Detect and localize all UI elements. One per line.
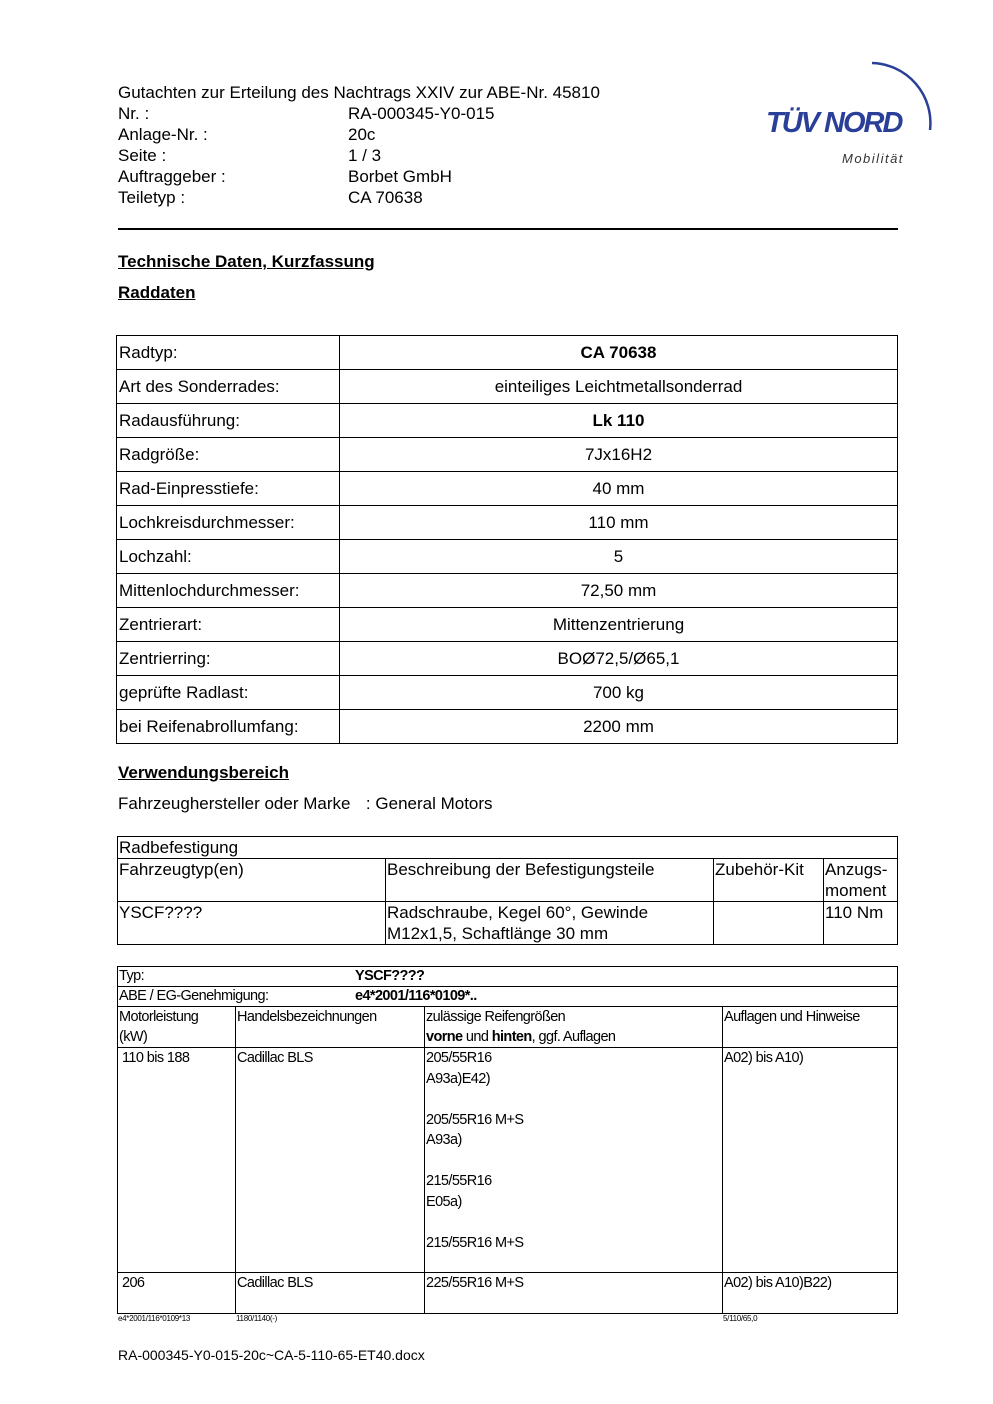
table-row	[118, 902, 898, 945]
abe-value: e4*2001/116*0109*..	[355, 988, 477, 1004]
table-row	[117, 608, 898, 642]
anzugsmoment-cell: 110 Nm	[824, 902, 898, 945]
fahrzeug-table	[117, 966, 898, 1314]
table-row	[118, 837, 898, 859]
header-row	[118, 187, 678, 208]
raddaten-label: Mittenlochdurchmesser:	[117, 574, 340, 608]
footnote-approval: e4*2001/116*0109*13	[118, 1314, 191, 1323]
raddaten-value: 40 mm	[340, 472, 898, 506]
reifen-header-und: und	[462, 1029, 492, 1045]
hersteller-value: General Motors	[375, 794, 493, 813]
header-label: Anlage-Nr. :	[118, 125, 208, 144]
beschreibung-line-2: M12x1,5, Schaftlänge 30 mm	[387, 924, 609, 943]
reifen-line: 205/55R16 M+S	[426, 1111, 524, 1128]
table-row	[117, 710, 898, 744]
raddaten-value: BOØ72,5/Ø65,1	[340, 642, 898, 676]
table-row	[117, 574, 898, 608]
section-technische-daten: Technische Daten, Kurzfassung	[118, 252, 375, 271]
logo-subtitle: Mobilität	[842, 151, 904, 166]
col-motor-header	[118, 1007, 236, 1048]
handel-cell: Cadillac BLS	[236, 1273, 425, 1314]
raddaten-value: einteiliges Leichtmetallsonderrad	[340, 370, 898, 404]
header-label: Auftraggeber :	[118, 167, 226, 186]
auflagen-cell: A02) bis A10)	[723, 1048, 898, 1273]
header-label: Seite :	[118, 146, 167, 165]
table-row	[117, 540, 898, 574]
motor-header-line-1: Motorleistung	[119, 1009, 199, 1025]
header-label: Teiletyp :	[118, 188, 186, 207]
anzugs-line-2: moment	[825, 881, 887, 900]
table-row	[117, 676, 898, 710]
table-row	[118, 859, 898, 902]
raddaten-value: 110 mm	[340, 506, 898, 540]
raddaten-label: Radgröße:	[117, 438, 340, 472]
raddaten-label: Lochzahl:	[117, 540, 340, 574]
raddaten-label: bei Reifenabrollumfang:	[117, 710, 340, 744]
raddaten-label: Zentrierring:	[117, 642, 340, 676]
radbefestigung-title: Radbefestigung	[118, 837, 898, 859]
col-beschreibung-header: Beschreibung der Befestigungsteile	[386, 859, 714, 902]
raddaten-value: Lk 110	[340, 404, 898, 438]
motor-header-line-2: (kW)	[119, 1029, 148, 1045]
table-row	[117, 370, 898, 404]
motor-cell: 110 bis 188	[118, 1048, 236, 1273]
header-value: 1 / 3	[348, 146, 382, 165]
reifen-line: 225/55R16 M+S	[426, 1275, 524, 1291]
col-fahrzeugtyp-header: Fahrzeugtyp(en)	[118, 859, 386, 902]
footnote-mass: 1180/1140(-)	[236, 1314, 278, 1323]
raddaten-label: Rad-Einpresstiefe:	[117, 472, 340, 506]
abe-label: ABE / EG-Genehmigung:	[119, 988, 269, 1004]
raddaten-value: 5	[340, 540, 898, 574]
tuev-nord-logo	[760, 55, 945, 175]
raddaten-value: CA 70638	[340, 336, 898, 370]
col-handel-header: Handelsbezeichnungen	[236, 1007, 425, 1048]
table-row	[118, 967, 898, 987]
reifen-line: 215/55R16	[426, 1173, 492, 1189]
typ-value: YSCF????	[355, 968, 425, 984]
reifen-line: 215/55R16 M+S	[426, 1234, 524, 1251]
raddaten-label: Radtyp:	[117, 336, 340, 370]
header-label: Nr. :	[118, 104, 150, 123]
raddaten-value: 700 kg	[340, 676, 898, 710]
header-row	[118, 145, 678, 166]
table-row	[118, 1048, 898, 1273]
report-title: Gutachten zur Erteilung des Nachtrags XXIV zur ABE-Nr. 45810	[118, 83, 600, 102]
typ-row-cell	[118, 967, 898, 987]
header-value: Borbet GmbH	[348, 167, 452, 186]
motor-cell: 206	[118, 1273, 236, 1314]
raddaten-value: 7Jx16H2	[340, 438, 898, 472]
header-value: RA-000345-Y0-015	[348, 104, 495, 123]
table-row	[117, 642, 898, 676]
reifen-line: A93a)E42)	[426, 1070, 490, 1087]
table-row	[117, 506, 898, 540]
reifen-line: 205/55R16	[426, 1050, 492, 1066]
hersteller-separator: :	[365, 794, 371, 813]
reifen-cell	[425, 1273, 723, 1314]
table-row	[117, 438, 898, 472]
reifen-line	[426, 1212, 721, 1233]
header-value: 20c	[348, 125, 376, 144]
col-zubehoer-header: Zubehör-Kit	[714, 859, 824, 902]
reifen-header-auflagen: , ggf. Auflagen	[531, 1029, 616, 1045]
header-value: CA 70638	[348, 188, 423, 207]
handel-cell: Cadillac BLS	[236, 1048, 425, 1273]
radbefestigung-table	[117, 836, 898, 945]
anzugs-line-1: Anzugs-	[825, 860, 888, 879]
typ-label: Typ:	[119, 968, 144, 984]
raddaten-label: Radausführung:	[117, 404, 340, 438]
header-divider	[118, 228, 898, 230]
reifen-cell	[425, 1048, 723, 1273]
logo-brand: TÜV NORD	[766, 107, 902, 139]
footer-filename: RA-000345-Y0-015-20c~CA-5-110-65-ET40.docx	[118, 1347, 425, 1363]
hersteller-line	[118, 794, 493, 814]
col-reifen-header	[425, 1007, 723, 1048]
reifen-header-hinten: hinten	[491, 1029, 532, 1045]
raddaten-value: Mittenzentrierung	[340, 608, 898, 642]
abe-row-cell	[118, 987, 898, 1007]
raddaten-label: Art des Sonderrades:	[117, 370, 340, 404]
raddaten-label: Lochkreisdurchmesser:	[117, 506, 340, 540]
table-row	[118, 1007, 898, 1048]
auflagen-cell: A02) bis A10)B22)	[723, 1273, 898, 1314]
raddaten-value: 2200 mm	[340, 710, 898, 744]
beschreibung-line-1: Radschraube, Kegel 60°, Gewinde	[387, 903, 649, 922]
zubehoer-cell	[714, 902, 824, 945]
header-row	[118, 166, 678, 187]
reifen-line: E05a)	[426, 1193, 462, 1210]
header-row	[118, 103, 678, 124]
table-row	[117, 404, 898, 438]
reifen-line	[426, 1151, 721, 1172]
hersteller-label: Fahrzeughersteller oder Marke	[118, 794, 351, 813]
raddaten-label: Zentrierart:	[117, 608, 340, 642]
fahrzeugtyp-cell: YSCF????	[118, 902, 386, 945]
col-anzugsmoment-header	[824, 859, 898, 902]
header-fields	[118, 103, 678, 208]
header-row	[118, 124, 678, 145]
raddaten-label: geprüfte Radlast:	[117, 676, 340, 710]
table-row	[118, 1273, 898, 1314]
reifen-header-line-2	[426, 1027, 721, 1047]
table-row	[118, 987, 898, 1007]
table-row	[117, 472, 898, 506]
reifen-line: A93a)	[426, 1132, 462, 1148]
raddaten-value: 72,50 mm	[340, 574, 898, 608]
col-auflagen-header: Auflagen und Hinweise	[723, 1007, 898, 1048]
reifen-header-line-1: zulässige Reifengrößen	[426, 1009, 566, 1025]
reifen-header-vorne: vorne	[426, 1029, 463, 1045]
raddaten-table	[116, 335, 898, 744]
reifen-line	[426, 1089, 721, 1110]
beschreibung-cell	[386, 902, 714, 945]
table-row	[117, 336, 898, 370]
section-raddaten: Raddaten	[118, 283, 196, 302]
footnote-wheel: 5/110/65,0	[723, 1314, 758, 1323]
section-verwendungsbereich: Verwendungsbereich	[118, 763, 289, 782]
